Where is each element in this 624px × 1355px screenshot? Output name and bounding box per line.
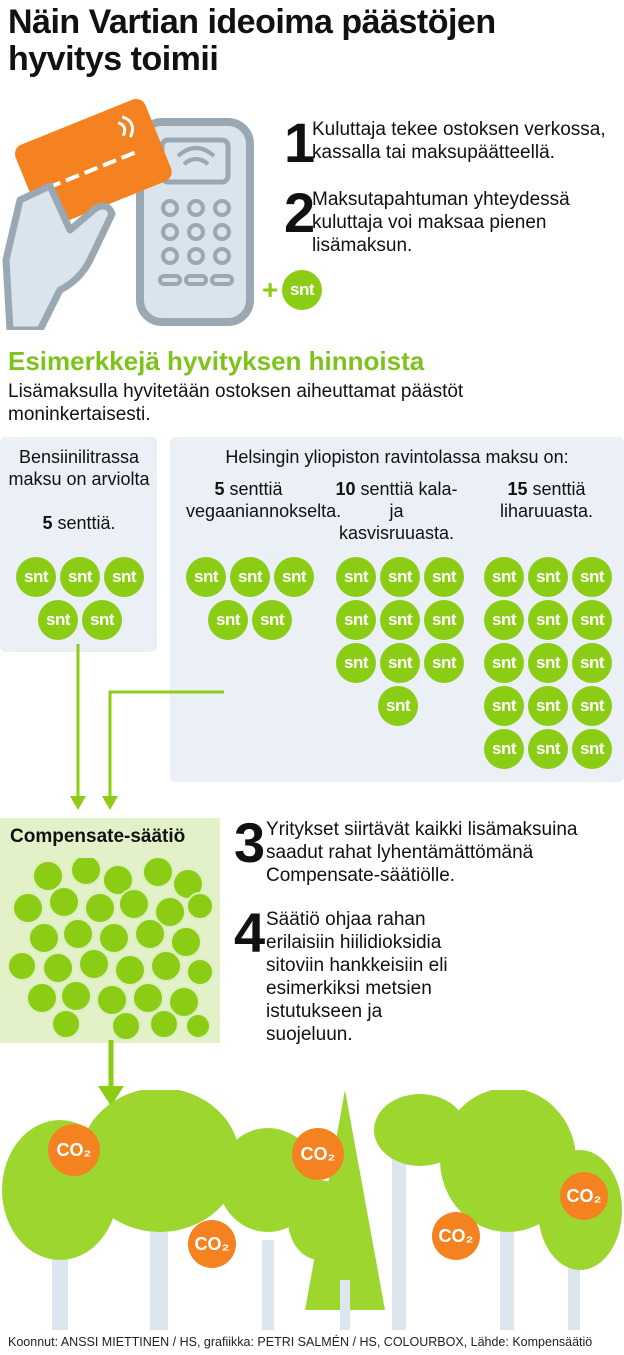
fuel-unit: senttiä.	[57, 513, 116, 533]
foundation-title: Compensate-säätiö	[10, 826, 186, 847]
snt-coin: snt	[252, 600, 292, 640]
snt-coin: snt	[378, 686, 418, 726]
examples-subtitle: Lisämaksulla hyvitetään ostoksen aiheuttamat päästöt moninkertaisesti.	[8, 381, 464, 425]
co2-label: CO₂	[566, 1186, 602, 1206]
step-2-number: 2	[284, 181, 316, 244]
snt-coin: snt	[484, 729, 524, 769]
step-2-text: Maksutapahtuman yhteydessä kuluttaja voi maksaa pienen lisämaksun.	[312, 189, 570, 256]
co2-label: CO₂	[56, 1140, 92, 1160]
step-4-text: Säätiö ohjaa rahan erilaisiin hiilidioksidia sitoviin hankkeisiin eli esimerkiksi metsien istutukseen ja suojeluun.	[266, 909, 448, 1045]
page-title: Näin Vartian ideoima päästöjen hyvitys toimii	[8, 3, 496, 78]
snt-coin: snt	[528, 729, 568, 769]
snt-coin: snt	[380, 600, 420, 640]
co2-label: CO₂	[194, 1234, 230, 1254]
snt-coin: snt	[484, 643, 524, 683]
meal-fish-label: senttiä kala- ja kasvisruuasta.	[338, 479, 458, 543]
snt-coin: snt	[38, 600, 78, 640]
snt-coin: snt	[572, 600, 612, 640]
snt-coin: snt	[336, 643, 376, 683]
fuel-coins-row-1	[16, 557, 144, 597]
fuel-amount-line	[4, 512, 154, 534]
snt-coin: snt	[60, 557, 100, 597]
forest-illustration	[0, 1090, 624, 1330]
snt-coin: snt	[230, 557, 270, 597]
fuel-text: Bensiinilitrassa maksu on arviolta	[8, 447, 150, 489]
snt-coin: snt	[380, 557, 420, 597]
snt-coin: snt	[528, 557, 568, 597]
vegan-coins-row-1	[186, 557, 314, 597]
step-1-text: Kuluttaja tekee ostoksen verkossa, kassalla tai maksupäätteellä.	[312, 119, 606, 163]
snt-coin: snt	[380, 643, 420, 683]
snt-coin: snt	[424, 643, 464, 683]
snt-coin: snt	[528, 600, 568, 640]
snt-coin: snt	[528, 643, 568, 683]
fish-coins-row-3	[336, 643, 464, 683]
step-4-number: 4	[234, 901, 266, 964]
meat-coins-row-1	[484, 557, 612, 597]
snt-coin: snt	[572, 729, 612, 769]
meal-meat-label: senttiä liharuuasta.	[499, 479, 594, 521]
snt-coin: snt	[282, 270, 322, 310]
co2-label: CO₂	[438, 1226, 474, 1246]
snt-coin: snt	[484, 686, 524, 726]
snt-coin: snt	[274, 557, 314, 597]
snt-coin: snt	[424, 557, 464, 597]
fuel-amount: 5	[42, 513, 53, 533]
snt-coin: snt	[104, 557, 144, 597]
fish-coins-row-2	[336, 600, 464, 640]
fuel-coins-row-2	[38, 600, 122, 640]
meal-fish-amount: 10	[335, 479, 356, 499]
meal-meat-text	[484, 478, 609, 522]
credits: Koonnut: ANSSI MIETTINEN / HS, grafiikka: PETRI SALMÉN / HS, COLOURBOX, Lähde: Kompensäätiö	[8, 1335, 593, 1349]
step-3-number: 3	[234, 811, 266, 874]
snt-coin: snt	[484, 600, 524, 640]
fish-coins-row-4	[378, 686, 418, 726]
step-3-text: Yritykset siirtävät kaikki lisämaksuina saadut rahat lyhentämättömänä Compensate-säätiölle.	[266, 819, 578, 886]
coin-pile	[8, 858, 214, 1040]
meal-fish-text	[334, 478, 459, 544]
meat-coins-row-2	[484, 600, 612, 640]
snt-coin: snt	[572, 643, 612, 683]
snt-coin: snt	[336, 557, 376, 597]
fish-coins-row-1	[336, 557, 464, 597]
snt-coin: snt	[336, 600, 376, 640]
snt-coin: snt	[16, 557, 56, 597]
co2-label: CO₂	[300, 1144, 336, 1164]
vegan-coins-row-2	[208, 600, 292, 640]
meat-coins-row-4	[484, 686, 612, 726]
snt-coin: snt	[208, 600, 248, 640]
plus-sign: +	[262, 274, 279, 305]
meal-vegan-label: senttiä vegaaniannokselta.	[186, 479, 342, 521]
step-1-number: 1	[284, 111, 316, 174]
examples-heading: Esimerkkejä hyvityksen hinnoista	[8, 346, 425, 376]
snt-coin: snt	[484, 557, 524, 597]
meal-meat-amount: 15	[507, 479, 528, 499]
snt-coin: snt	[186, 557, 226, 597]
flow-arrows	[0, 640, 240, 820]
meal-vegan-amount: 5	[214, 479, 225, 499]
meat-coins-row-5	[484, 729, 612, 769]
university-intro: Helsingin yliopiston ravintolassa maksu on:	[225, 447, 569, 467]
snt-coin: snt	[82, 600, 122, 640]
meat-coins-row-3	[484, 643, 612, 683]
snt-coin: snt	[572, 557, 612, 597]
meal-vegan-text	[186, 478, 342, 522]
snt-coin: snt	[528, 686, 568, 726]
snt-coin: snt	[424, 600, 464, 640]
snt-coin: snt	[572, 686, 612, 726]
